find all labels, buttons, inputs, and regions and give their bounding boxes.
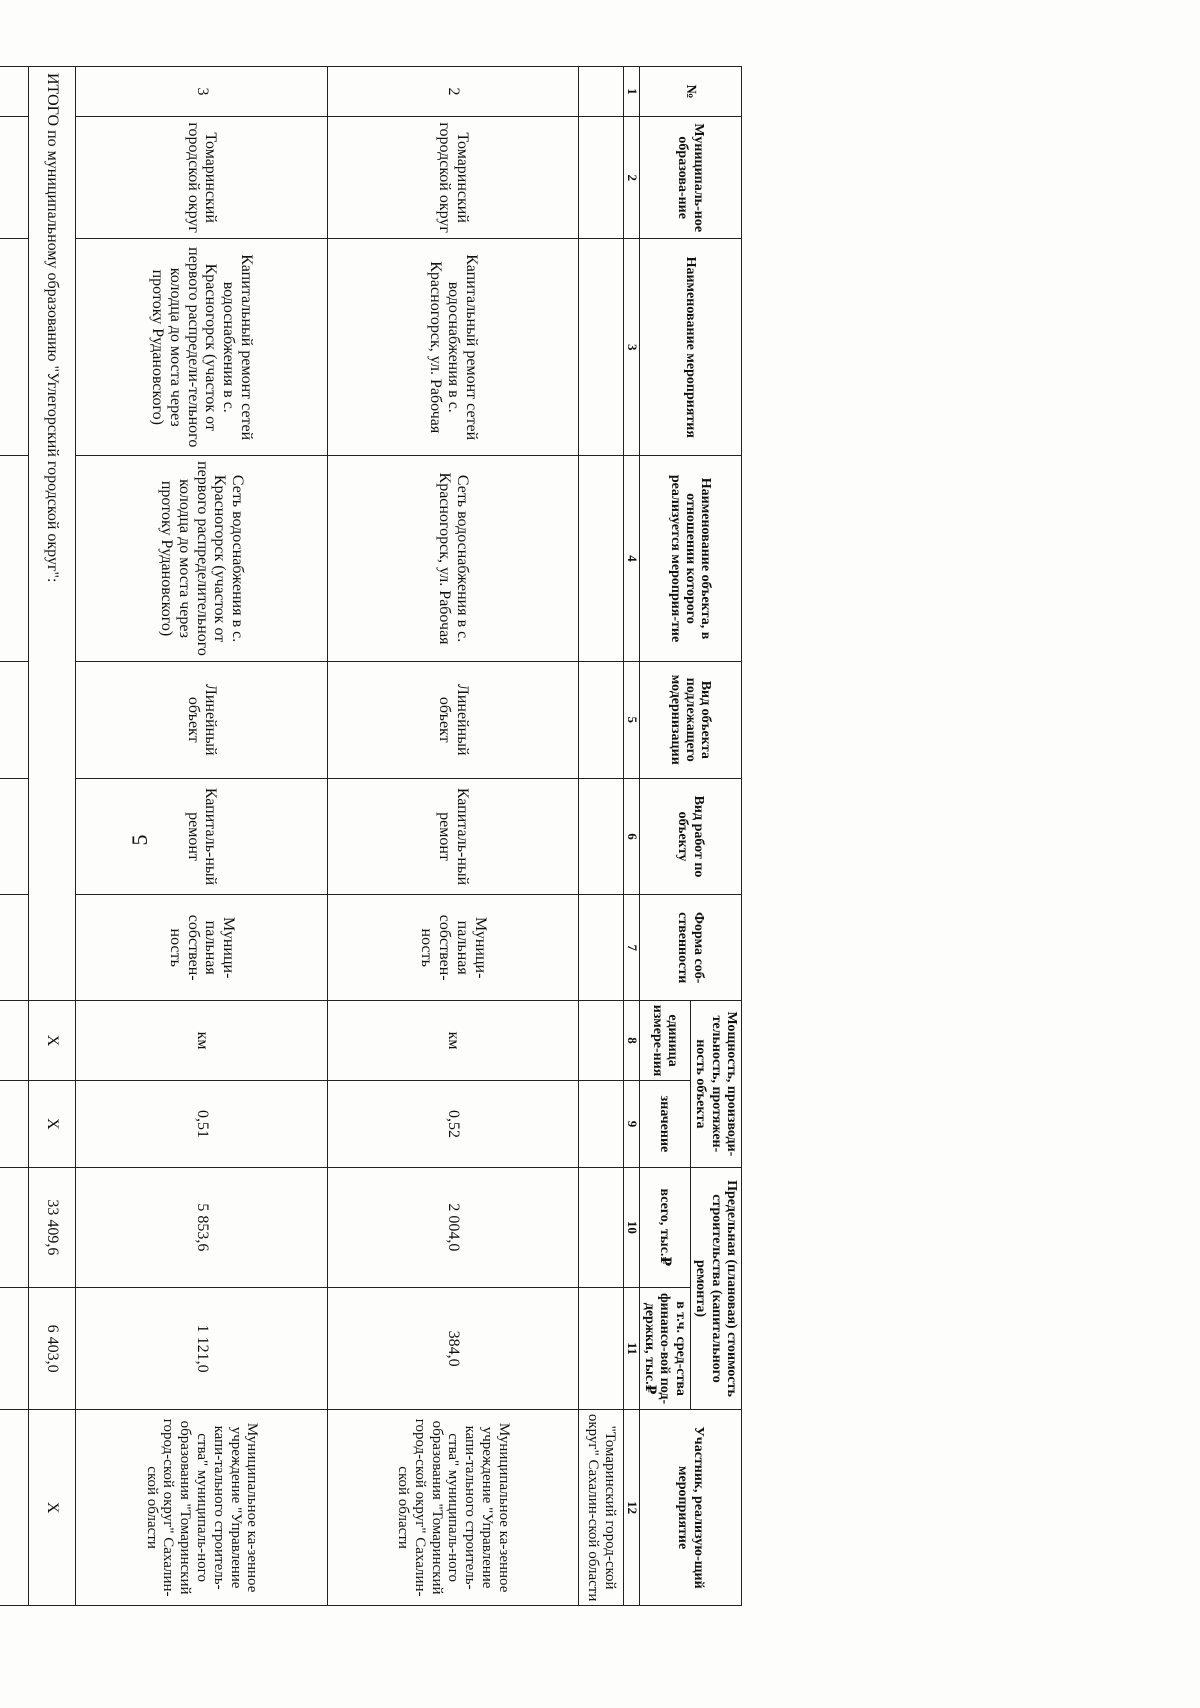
- header-cost-support: в т.ч. сред-ства финансо-вой под-держки, тыс.₽: [639, 1287, 690, 1409]
- unit-cell: [0, 1001, 29, 1081]
- object-cell: Сеть водоснабжения в с. Красногорск (участок от первого распределительного колодца до моста через протоку Рудановского): [76, 456, 327, 662]
- participant-cell: "Томаринский город-ской округ" Сахалин-ской области: [579, 1410, 624, 1606]
- col-number: 9: [624, 1081, 640, 1168]
- cost-total-cell: 2 004,0: [327, 1167, 578, 1287]
- empty-cell: [579, 895, 624, 1001]
- object-type-cell: Линейный объект: [76, 661, 327, 778]
- unit-cell: км: [327, 1001, 578, 1081]
- cost-support-cell: 1 121,0: [76, 1287, 327, 1409]
- empty-cell: [579, 67, 624, 117]
- cost-total-cell: [0, 1167, 29, 1287]
- column-number-row: [624, 67, 640, 1606]
- municipality-cell: Томаринский городской округ: [76, 117, 327, 239]
- event-cell: Капитальный ремонт сетей водоснабжения в с. Красногорск (участок от первого распредели-тельного колодца до моста через протоку Рудановского): [76, 239, 327, 456]
- header-work-type: Вид работ по объекту: [639, 778, 741, 895]
- total-row: [29, 67, 76, 1606]
- ownership-cell: Муници-пальная собствен-ность: [327, 895, 578, 1001]
- header-object-name: Наименование объекта, в отношении которого реализуется мероприя-тие: [639, 456, 741, 662]
- municipality-cell: [0, 117, 29, 239]
- col-number: 12: [624, 1410, 640, 1606]
- col-number: 3: [624, 239, 640, 456]
- page-number: 5: [127, 834, 152, 846]
- cost-support-cell: 384,0: [327, 1287, 578, 1409]
- header-municipality: Муниципаль-ное образова-ние: [639, 117, 741, 239]
- participant-cell: Муниципальное ка-зенное учреждение "Управление капи-тального строитель-ства" муниципаль-ного образования "Томаринский город-ской округ" Сахалин-ской области: [327, 1410, 578, 1606]
- work-type-cell: [0, 778, 29, 895]
- value-cell: X: [29, 1081, 76, 1168]
- empty-cell: [579, 1287, 624, 1409]
- empty-cell: [579, 239, 624, 456]
- work-type-cell: Капиталь-ный ремонт: [76, 778, 327, 895]
- unit-cell: X: [29, 1001, 76, 1081]
- object-cell: [0, 456, 29, 662]
- table-row: [327, 67, 578, 1606]
- empty-cell: [579, 117, 624, 239]
- cost-support-cell: 6 403,0: [29, 1287, 76, 1409]
- object-type-cell: Линейный объект: [327, 661, 578, 778]
- rotated-page: [0, 66, 742, 1606]
- empty-cell: [579, 456, 624, 662]
- header-row: [690, 67, 741, 1606]
- object-type-cell: [0, 661, 29, 778]
- empty-cell: [579, 1167, 624, 1287]
- header-cost-total: всего, тыс.₽: [639, 1167, 690, 1287]
- value-cell: [0, 1081, 29, 1168]
- header-value: значение: [639, 1081, 690, 1168]
- col-number: 7: [624, 895, 640, 1001]
- ownership-cell: Муници-пальная собствен-ность: [76, 895, 327, 1001]
- value-cell: 0,52: [327, 1081, 578, 1168]
- header-capacity: Мощность, производи-тельность, протяжен-ность объекта: [690, 1001, 741, 1168]
- header-unit: единица измере-ния: [639, 1001, 690, 1081]
- total-label: ИТОГО по муниципальному образованию "Углегорский городской округ":: [29, 67, 76, 1001]
- events-table: [0, 66, 742, 1606]
- col-number: 10: [624, 1167, 640, 1287]
- cost-total-cell: 5 853,6: [76, 1167, 327, 1287]
- header-object-type: Вид объекта подлежащего модернизации: [639, 661, 741, 778]
- empty-cell: [579, 1081, 624, 1168]
- value-cell: 0,51: [76, 1081, 327, 1168]
- header-cost: Предельная (плановая) стоимость строительства (капитального ремонта): [690, 1167, 741, 1409]
- col-number: 2: [624, 117, 640, 239]
- participant-cell: [0, 1410, 29, 1606]
- col-number: 5: [624, 661, 640, 778]
- table-row: [0, 67, 29, 1606]
- col-number: 11: [624, 1287, 640, 1409]
- col-number: 8: [624, 1001, 640, 1081]
- empty-cell: [579, 661, 624, 778]
- col-number: 1: [624, 67, 640, 117]
- header-participant: Участник, реализую-щий мероприятие: [639, 1410, 741, 1606]
- cost-support-cell: [0, 1287, 29, 1409]
- header-no: №: [639, 67, 741, 117]
- work-type-cell: Капиталь-ный ремонт: [327, 778, 578, 895]
- participant-cell: X: [29, 1410, 76, 1606]
- event-cell: [0, 239, 29, 456]
- col-number: 6: [624, 778, 640, 895]
- row-no: 3: [76, 67, 327, 117]
- header-event-name: Наименование мероприятия: [639, 239, 741, 456]
- header-ownership: Форма соб-ственности: [639, 895, 741, 1001]
- cost-total-cell: 33 409,6: [29, 1167, 76, 1287]
- row-no: [0, 67, 29, 117]
- table-row: [579, 67, 624, 1606]
- event-cell: Капитальный ремонт сетей водоснабжения в с. Красногорск, ул. Рабочая: [327, 239, 578, 456]
- unit-cell: км: [76, 1001, 327, 1081]
- participant-cell: Муниципальное ка-зенное учреждение "Управление капи-тального строитель-ства" муниципаль-ного образования "Томаринский город-ской округ" Сахалин-ской области: [76, 1410, 327, 1606]
- object-cell: Сеть водоснабжения в с. Красногорск, ул. Рабочая: [327, 456, 578, 662]
- municipality-cell: Томаринский городской округ: [327, 117, 578, 239]
- row-no: 2: [327, 67, 578, 117]
- empty-cell: [579, 1001, 624, 1081]
- empty-cell: [579, 778, 624, 895]
- ownership-cell: [0, 895, 29, 1001]
- col-number: 4: [624, 456, 640, 662]
- table-row: [76, 67, 327, 1606]
